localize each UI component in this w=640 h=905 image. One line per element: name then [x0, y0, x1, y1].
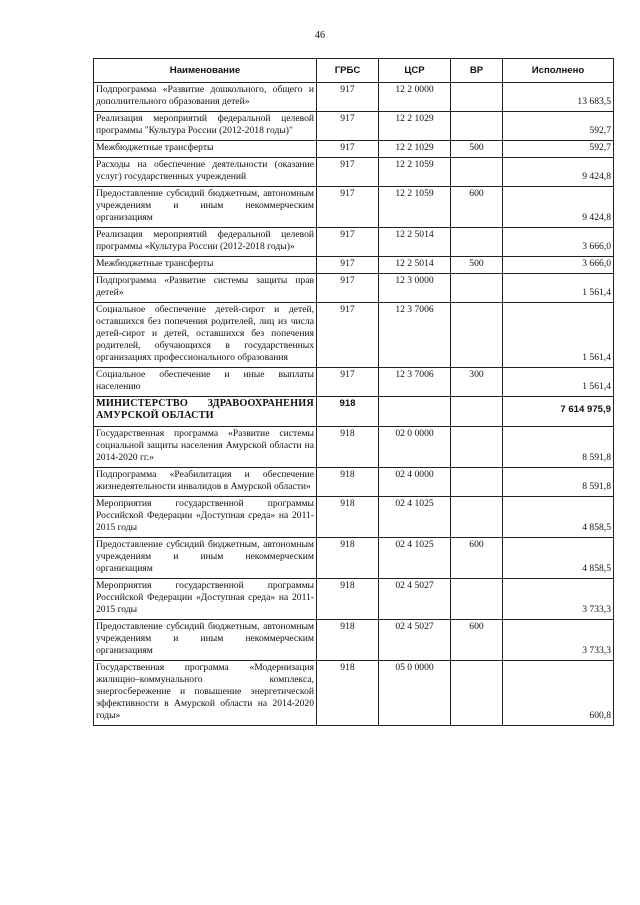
header-grbs: ГРБС [317, 59, 379, 83]
row-vr-cell [451, 660, 503, 725]
row-vr-cell: 600 [451, 186, 503, 227]
row-csr-cell: 02 4 1025 [379, 538, 451, 579]
table-row [94, 538, 614, 579]
row-executed-cell: 3 666,0 [503, 227, 614, 256]
row-grbs-cell: 917 [317, 157, 379, 186]
row-grbs-cell: 918 [317, 578, 379, 619]
row-grbs-cell: 917 [317, 83, 379, 112]
row-csr-cell: 02 4 5027 [379, 578, 451, 619]
header-vr: ВР [451, 59, 503, 83]
row-vr-cell: 500 [451, 256, 503, 273]
row-csr-cell: 12 2 1029 [379, 111, 451, 140]
row-name-cell: Подпрограмма «Развитие системы защиты прав детей» [94, 273, 317, 302]
row-csr-cell: 12 3 0000 [379, 273, 451, 302]
row-name-cell: Государственная программа «Модернизация жилищно–коммунального комплекса, энергосбережение и повышение энергетической эффективности в Амурской области на 2014-2020 годы» [94, 660, 317, 725]
row-name-cell: Подпрограмма «Реабилитация и обеспечение жизнедеятельности инвалидов в Амурской области» [94, 468, 317, 497]
row-executed-cell: 1 561,4 [503, 302, 614, 367]
row-vr-cell [451, 302, 503, 367]
row-executed-cell: 592,7 [503, 140, 614, 157]
row-grbs-cell: 918 [317, 497, 379, 538]
table-row [94, 111, 614, 140]
row-vr-cell [451, 396, 503, 427]
row-csr-cell: 12 2 1059 [379, 186, 451, 227]
row-csr-cell: 02 4 1025 [379, 497, 451, 538]
row-executed-cell: 8 591,8 [503, 427, 614, 468]
row-grbs-cell: 917 [317, 273, 379, 302]
row-name-cell: МИНИСТЕРСТВО ЗДРАВООХРАНЕНИЯ АМУРСКОЙ ОБЛАСТИ [94, 396, 317, 427]
budget-execution-table [93, 58, 614, 726]
row-executed-cell: 3 733,3 [503, 578, 614, 619]
row-name-cell: Государственная программа «Развитие системы социальной защиты населения Амурской области на 2014-2020 гг.» [94, 427, 317, 468]
table-row [94, 396, 614, 427]
header-csr: ЦСР [379, 59, 451, 83]
row-executed-cell: 4 858,5 [503, 538, 614, 579]
row-grbs-cell: 918 [317, 396, 379, 427]
row-executed-cell: 4 858,5 [503, 497, 614, 538]
row-vr-cell: 500 [451, 140, 503, 157]
row-vr-cell: 600 [451, 538, 503, 579]
row-csr-cell: 12 2 5014 [379, 256, 451, 273]
row-name-cell: Предоставление субсидий бюджетным, автономным учреждениям и иным некоммерческим организациям [94, 619, 317, 660]
row-name-cell: Предоставление субсидий бюджетным, автономным учреждениям и иным некоммерческим организациям [94, 186, 317, 227]
row-name-cell: Мероприятия государственной программы Российской Федерации «Доступная среда» на 2011-2015 годы [94, 497, 317, 538]
table-row [94, 427, 614, 468]
row-grbs-cell: 918 [317, 660, 379, 725]
row-vr-cell [451, 468, 503, 497]
row-vr-cell: 300 [451, 367, 503, 396]
table-row [94, 256, 614, 273]
row-name-cell: Предоставление субсидий бюджетным, автономным учреждениям и иным некоммерческим организациям [94, 538, 317, 579]
table-header-row [94, 59, 614, 83]
row-csr-cell: 05 0 0000 [379, 660, 451, 725]
row-executed-cell: 1 561,4 [503, 273, 614, 302]
row-name-cell: Мероприятия государственной программы Российской Федерации «Доступная среда» на 2011-2015 годы [94, 578, 317, 619]
row-grbs-cell: 917 [317, 256, 379, 273]
table-row [94, 83, 614, 112]
row-vr-cell [451, 578, 503, 619]
row-grbs-cell: 918 [317, 468, 379, 497]
row-grbs-cell: 918 [317, 619, 379, 660]
row-csr-cell: 02 4 5027 [379, 619, 451, 660]
row-executed-cell: 13 683,5 [503, 83, 614, 112]
row-vr-cell [451, 157, 503, 186]
table-row [94, 660, 614, 725]
row-name-cell: Межбюджетные трансферты [94, 256, 317, 273]
row-executed-cell: 3 733,3 [503, 619, 614, 660]
row-csr-cell: 02 0 0000 [379, 427, 451, 468]
row-executed-cell: 9 424,8 [503, 157, 614, 186]
row-executed-cell: 8 591,8 [503, 468, 614, 497]
row-csr-cell: 12 2 1059 [379, 157, 451, 186]
table-row [94, 186, 614, 227]
table-row [94, 497, 614, 538]
row-csr-cell: 12 3 7006 [379, 302, 451, 367]
row-csr-cell: 12 2 1029 [379, 140, 451, 157]
row-vr-cell [451, 83, 503, 112]
row-grbs-cell: 917 [317, 367, 379, 396]
row-executed-cell: 1 561,4 [503, 367, 614, 396]
row-name-cell: Реализация мероприятий федеральной целевой программы "Культура России (2012-2018 годы)" [94, 111, 317, 140]
row-vr-cell [451, 427, 503, 468]
table-row [94, 367, 614, 396]
row-executed-cell: 592,7 [503, 111, 614, 140]
table-row [94, 578, 614, 619]
table-row [94, 273, 614, 302]
row-csr-cell: 12 3 7006 [379, 367, 451, 396]
table-row [94, 140, 614, 157]
table-row [94, 227, 614, 256]
row-grbs-cell: 918 [317, 538, 379, 579]
row-executed-cell: 9 424,8 [503, 186, 614, 227]
row-grbs-cell: 918 [317, 427, 379, 468]
row-vr-cell [451, 111, 503, 140]
row-grbs-cell: 917 [317, 227, 379, 256]
row-vr-cell [451, 227, 503, 256]
table-row [94, 157, 614, 186]
table-row [94, 468, 614, 497]
header-name: Наименование [94, 59, 317, 83]
page-number: 46 [315, 30, 325, 41]
row-csr-cell: 02 4 0000 [379, 468, 451, 497]
row-name-cell: Подпрограмма «Развитие дошкольного, общего и дополнительного образования детей» [94, 83, 317, 112]
row-vr-cell [451, 497, 503, 538]
table-row [94, 619, 614, 660]
row-name-cell: Реализация мероприятий федеральной целевой программы «Культура России (2012-2018 годы)» [94, 227, 317, 256]
row-name-cell: Социальное обеспечение детей-сирот и детей, оставшихся без попечения родителей, лиц из числа детей-сирот и детей, оставшихся без попечения родителей, обучающихся в государственных организациях профессионального образования [94, 302, 317, 367]
row-grbs-cell: 917 [317, 111, 379, 140]
row-csr-cell [379, 396, 451, 427]
header-executed: Исполнено [503, 59, 614, 83]
row-grbs-cell: 917 [317, 186, 379, 227]
row-vr-cell [451, 273, 503, 302]
table-body [94, 83, 614, 726]
row-grbs-cell: 917 [317, 302, 379, 367]
table-row [94, 302, 614, 367]
row-grbs-cell: 917 [317, 140, 379, 157]
row-csr-cell: 12 2 0000 [379, 83, 451, 112]
row-name-cell: Расходы на обеспечение деятельности (оказание услуг) государственных учреждений [94, 157, 317, 186]
row-executed-cell: 600,8 [503, 660, 614, 725]
row-vr-cell: 600 [451, 619, 503, 660]
row-csr-cell: 12 2 5014 [379, 227, 451, 256]
row-name-cell: Межбюджетные трансферты [94, 140, 317, 157]
row-executed-cell: 7 614 975,9 [503, 396, 614, 427]
row-name-cell: Социальное обеспечение и иные выплаты населению [94, 367, 317, 396]
row-executed-cell: 3 666,0 [503, 256, 614, 273]
